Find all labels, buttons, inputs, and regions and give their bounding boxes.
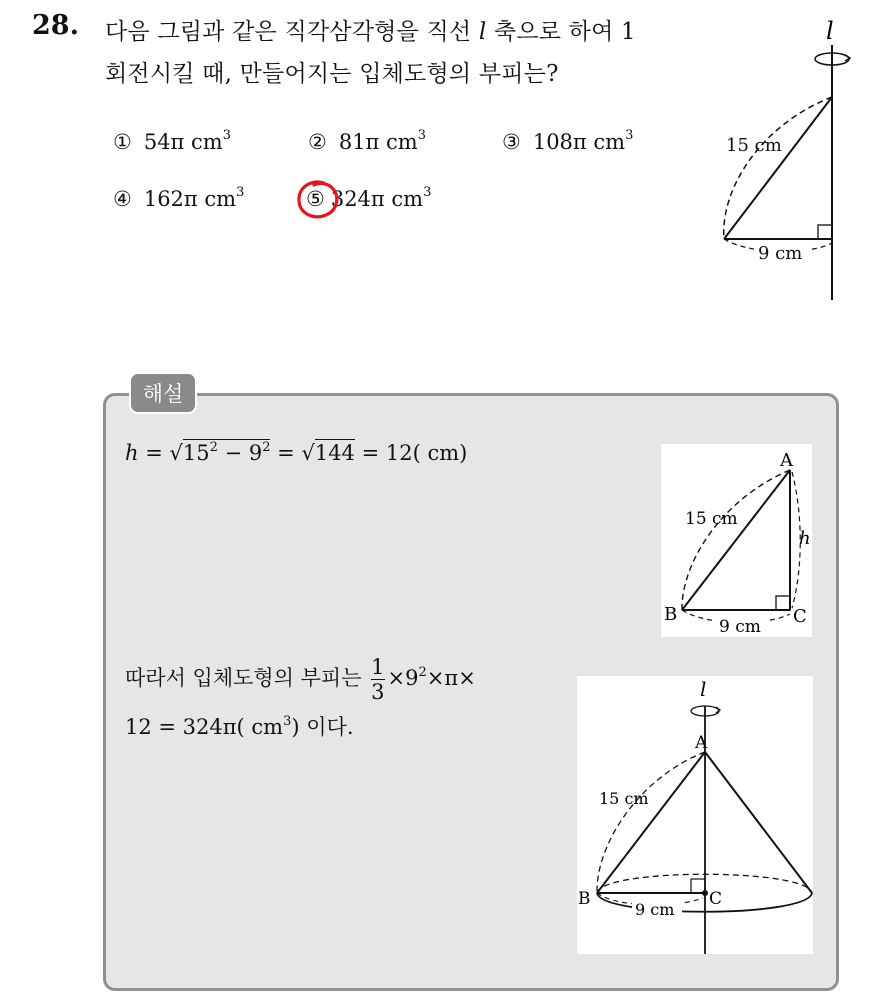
question-line-1: 다음 그림과 같은 직각삼각형을 직선 l 축으로 하여 1 xyxy=(105,19,636,45)
hyp-label: 15 cm xyxy=(726,135,782,156)
right-angle-mark xyxy=(818,225,832,239)
selected-answer-circle xyxy=(292,176,346,224)
choice-4[interactable]: ④ 162π $cm^3$ xyxy=(113,185,245,211)
choice-5[interactable]: ⑤ 324π $cm^3$ xyxy=(306,185,432,211)
label-h: h xyxy=(799,528,811,549)
label-hyp: 15 cm xyxy=(599,789,649,808)
equation-height: $h = √15^2 - 9^2 = √144 = 12$( cm) xyxy=(125,440,468,465)
label-C: C xyxy=(793,606,807,627)
question-line-2: 회전시킬 때, 만들어지는 입체도형의 부피는? xyxy=(105,61,559,87)
equation-volume-line-2: 12 = 324π( $cm^3$) 이다. xyxy=(125,714,354,739)
equation-volume-line-1: 따라서 입체도형의 부피는 $\frac{1}{3}$ $\times 9^2\times\pi\times$ xyxy=(125,655,476,704)
question-figure xyxy=(700,15,875,310)
base-label: 9 cm xyxy=(758,243,803,264)
choice-3[interactable]: ③ 108π $cm^3$ xyxy=(502,128,634,154)
question-number: 28. xyxy=(32,10,79,41)
axis-label: l xyxy=(700,677,707,701)
solution-figure-1 xyxy=(661,444,812,637)
choice-1[interactable]: ① 54π $cm^3$ xyxy=(113,128,231,154)
label-base: 9 cm xyxy=(719,617,761,637)
solution-tag: 해설 xyxy=(129,372,197,414)
label-A: A xyxy=(695,733,708,753)
choice-2[interactable]: ② 81π $cm^3$ xyxy=(308,128,426,154)
label-base: 9 cm xyxy=(635,900,675,919)
axis-label: l xyxy=(826,17,834,45)
label-B: B xyxy=(664,604,678,625)
label-A: A xyxy=(780,450,793,471)
hypotenuse xyxy=(724,97,832,239)
solution-figure-2 xyxy=(577,676,813,954)
label-hyp: 15 cm xyxy=(685,509,738,529)
label-B: B xyxy=(578,889,591,909)
label-C: C xyxy=(709,889,723,909)
